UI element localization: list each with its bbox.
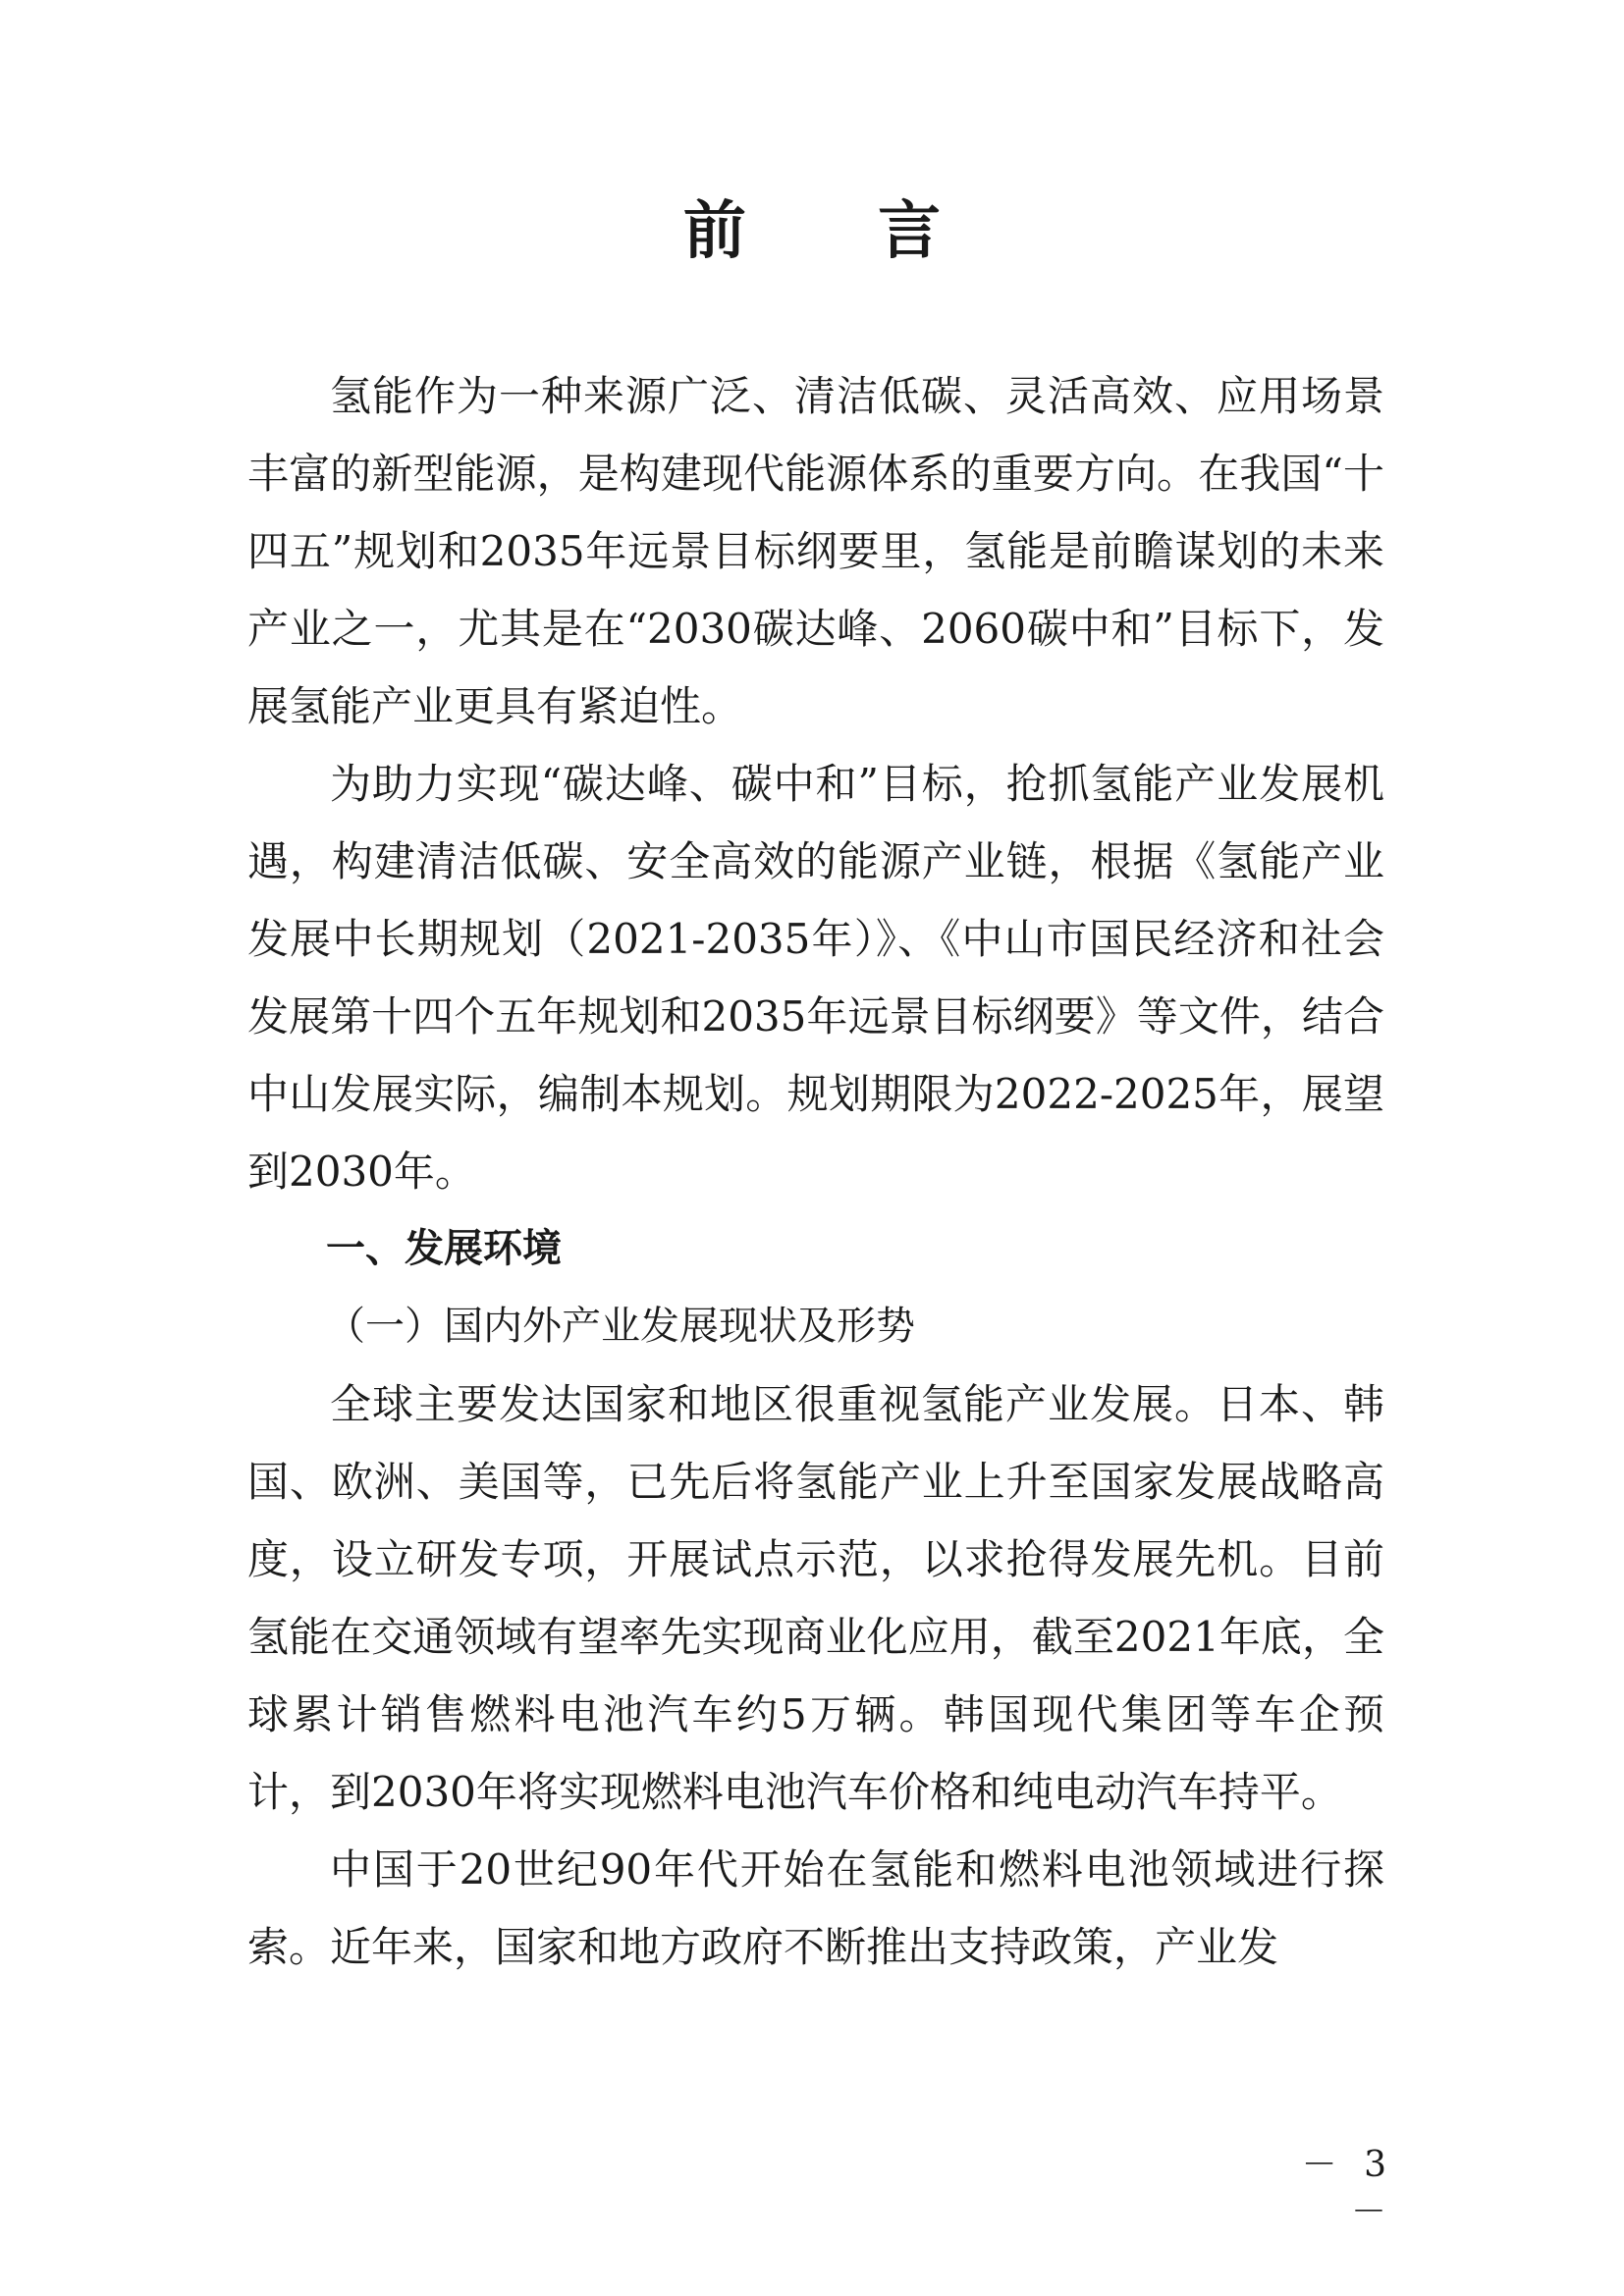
page-title: 前 言 [682, 194, 997, 268]
page-number: － 3 － [1301, 2145, 1394, 2232]
paragraph-global: 全球主要发达国家和地区很重视氢能产业发展。日本、韩国、欧洲、美国等，已先后将氢能产业上升至国家发展战略高度，设立研发专项，开展试点示范，以求抢得发展先机。目前氢能在交通领域有望率先实现商业化应用，截至2021年底，全球累计销售燃料电池汽车约5万辆。韩国现代集团等车企预计，到2030年将实现燃料电池汽车价格和纯电动汽车持平。 [247, 1380, 1384, 1816]
paragraph-purpose: 为助力实现“碳达峰、碳中和”目标，抢抓氢能产业发展机遇，构建清洁低碳、安全高效的能源产业链，根据《氢能产业发展中长期规划（2021-2035年）》、《中山市国民经济和社会发展第十四个五年规划和2035年远景目标纲要》等文件，结合中山发展实际，编制本规划。规划期限为2022-2025年，展望到2030年。 [247, 760, 1384, 1196]
body-text [247, 357, 1384, 1986]
paragraph-intro: 氢能作为一种来源广泛、清洁低碳、灵活高效、应用场景丰富的新型能源，是构建现代能源体系的重要方向。在我国“十四五”规划和2035年远景目标纲要里，氢能是前瞻谋划的未来产业之一，尤其是在“2030碳达峰、2060碳中和”目标下，发展氢能产业更具有紧迫性。 [247, 372, 1384, 730]
section-heading: 一、发展环境 [326, 1226, 562, 1271]
subsection-heading: （一）国内外产业发展现状及形势 [326, 1304, 915, 1349]
paragraph-china: 中国于20世纪90年代开始在氢能和燃料电池领域进行探索。近年来，国家和地方政府不断推出支持政策，产业发 [247, 1845, 1384, 1971]
